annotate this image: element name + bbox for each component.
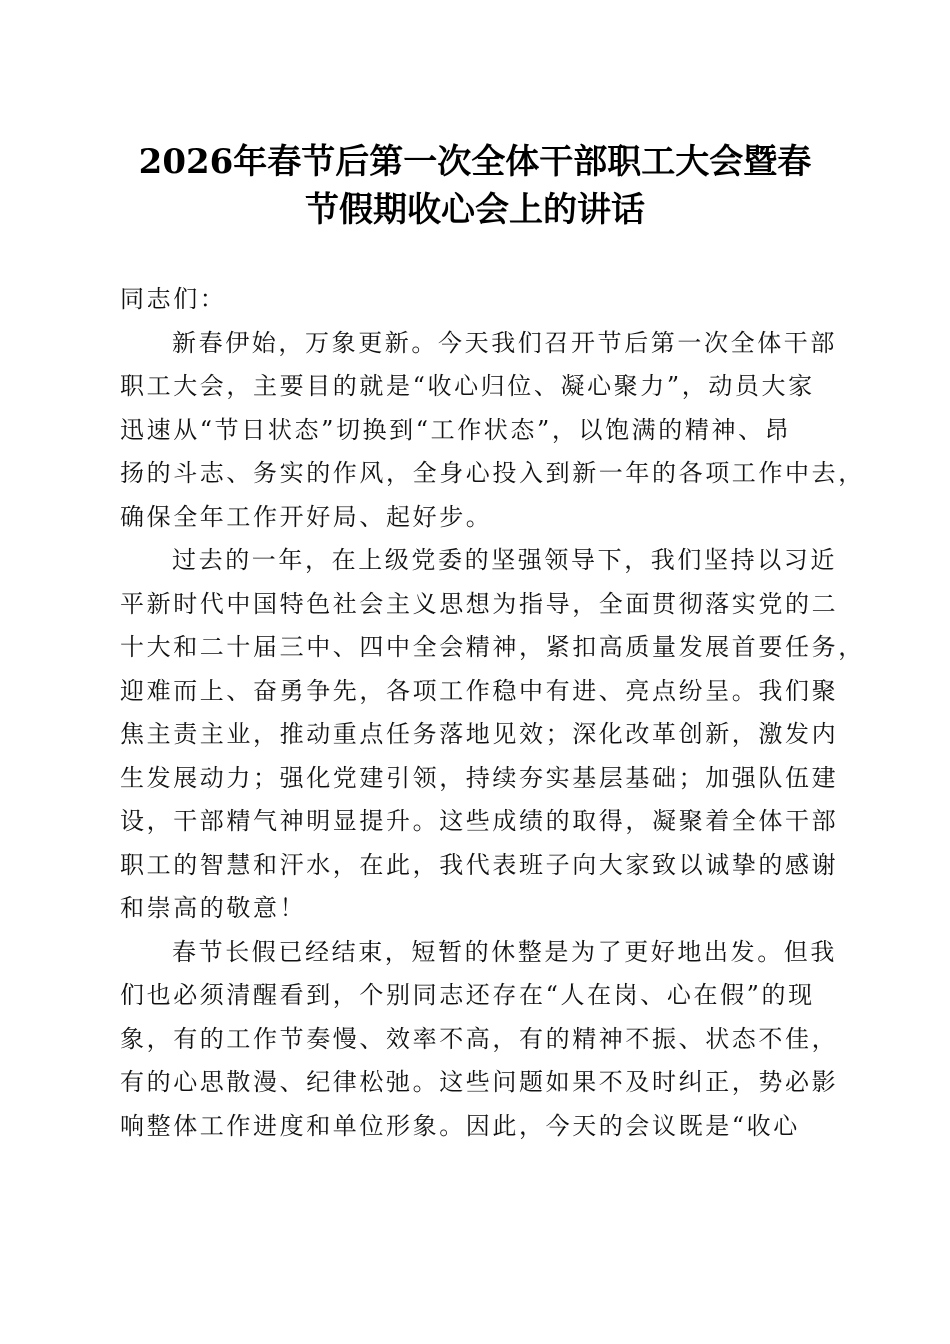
- paragraph-line: 平新时代中国特色社会主义思想为指导，全面贯彻落实党的二: [120, 589, 839, 618]
- paragraph-line: 过去的一年，在上级党委的坚强领导下，我们坚持以习近: [172, 546, 837, 574]
- paragraph-line: 和崇高的敬意！: [120, 894, 307, 922]
- paragraph-line: 职工的智慧和汗水，在此，我代表班子向大家致以诚挚的感谢: [120, 850, 839, 879]
- paragraph-line: 焦主责主业，推动重点任务落地见效；深化改革创新，激发内: [120, 720, 839, 748]
- paragraph-line: 十大和二十届三中、四中全会精神，紧扣高质量发展首要任务，: [120, 633, 865, 661]
- paragraph-line: 生发展动力；强化党建引领，持续夯实基层基础；加强队伍建: [120, 763, 839, 792]
- document-body: [120, 278, 865, 1148]
- paragraph-line: 新春伊始，万象更新。今天我们召开节后第一次全体干部: [172, 328, 837, 357]
- salutation: 同志们：: [120, 285, 227, 313]
- paragraph-line: 春节长假已经结束，短暂的休整是为了更好地出发。但我: [172, 937, 837, 966]
- paragraph-line: 确保全年工作开好局、起好步。: [120, 502, 493, 531]
- paragraph-line: 职工大会，主要目的就是“收心归位、凝心聚力”，动员大家: [120, 372, 815, 400]
- paragraph-line: 迅速从“节日状态”切换到“工作状态”，以饱满的精神、昂: [120, 415, 792, 444]
- title-line: 节假期收心会上的讲话: [305, 190, 645, 230]
- paragraph-line: 设，干部精气神明显提升。这些成绩的取得，凝聚着全体干部: [120, 807, 839, 835]
- paragraph-line: 扬的斗志、务实的作风，全身心投入到新一年的各项工作中去，: [120, 459, 865, 487]
- title-line: 2026年春节后第一次全体干部职工大会暨春: [138, 142, 812, 182]
- paragraph-line: 迎难而上、奋勇争先，各项工作稳中有进、亮点纷呈。我们聚: [120, 676, 839, 705]
- paragraph-line: 响整体工作进度和单位形象。因此，今天的会议既是“收心: [120, 1111, 800, 1140]
- paragraph-line: 象，有的工作节奏慢、效率不高，有的精神不振、状态不佳，: [120, 1024, 839, 1053]
- paragraph-line: 有的心思散漫、纪律松弛。这些问题如果不及时纠正，势必影: [120, 1068, 839, 1096]
- paragraph-line: 们也必须清醒看到，个别同志还存在“人在岗、心在假”的现: [120, 981, 815, 1009]
- document-title: [100, 138, 850, 234]
